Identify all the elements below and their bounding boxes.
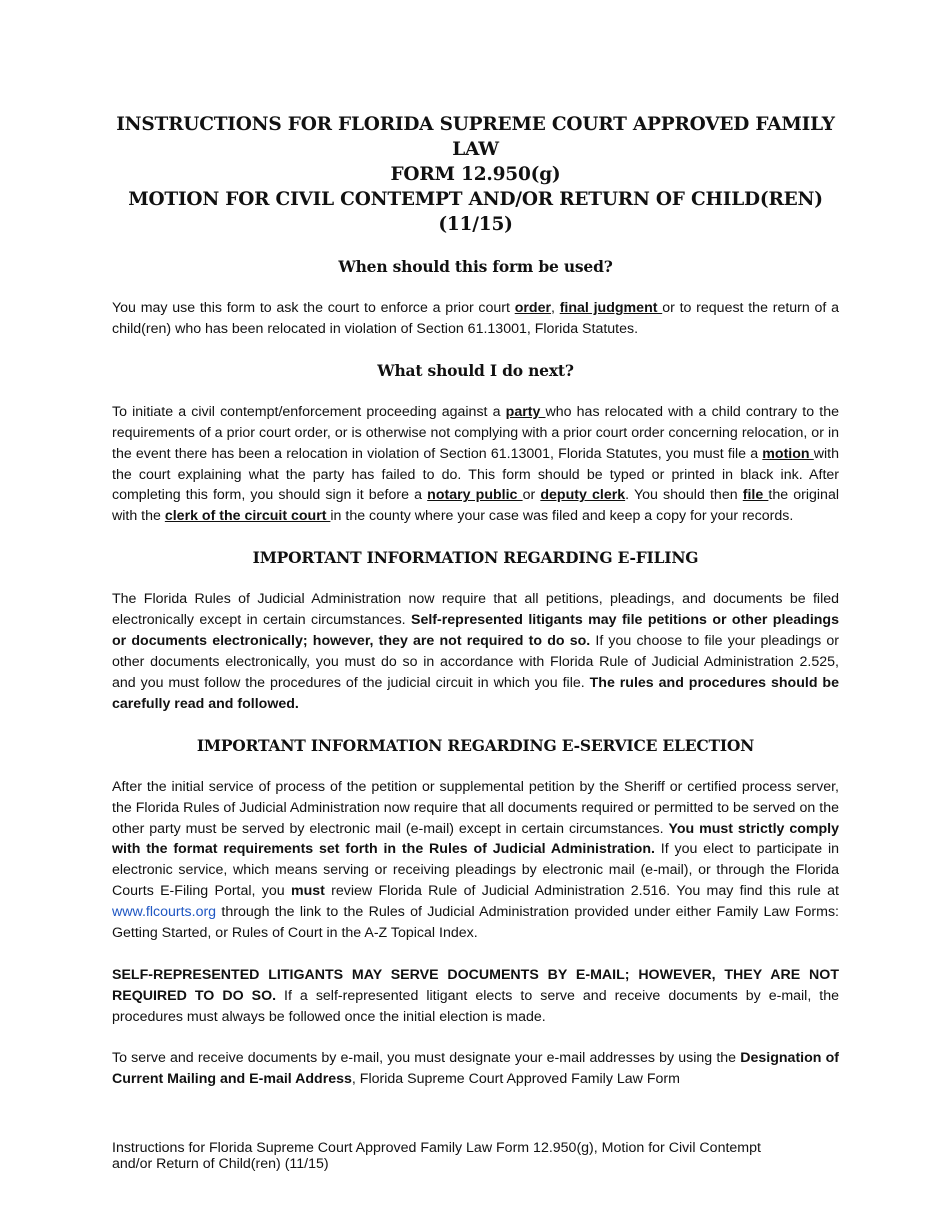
footer-line-1: Instructions for Florida Supreme Court Approved Family Law Form 12.950(g), Motion for Civil Contempt (112, 1140, 761, 1156)
section-heading-eservice: IMPORTANT INFORMATION REGARDING E-SERVICE ELECTION (196, 735, 755, 755)
text-run: with the court explaining what the party has failed to do. This form should be typed or printed in black ink. After completing this form, you should sign it before a (112, 445, 839, 504)
title-line-3: MOTION FOR CIVIL CONTEMPT AND/OR RETURN OF CHILD(REN) (128, 189, 823, 210)
paragraph-efiling (112, 589, 839, 714)
text-run: who has relocated with a child contrary to the requirements of a prior court order, or is otherwise not complying with a prior court order concerning relocation, or in the event there has been a relocation in violation of Section 61.13001, Florida Statutes, you must file a (112, 403, 839, 462)
text-run: or to request the return of a child(ren) who has been relocated in violation of Section 61.13001, Florida Statutes. (112, 300, 839, 337)
bold-run: SELF-REPRESENTED LITIGANTS MAY SERVE DOCUMENTS BY E-MAIL; HOWEVER, THEY ARE NOT REQUIRED TO DO SO. (112, 966, 839, 1004)
term-party: party (505, 403, 546, 420)
form-name: Designation of Current Mailing and E-mail Address (112, 1050, 840, 1088)
text-run: through the link to the Rules of Judicial Administration provided under either Family Law Forms: Getting Started, or Rules of Court in the A-Z Topical Index. (112, 904, 839, 942)
text-run: The Florida Rules of Judicial Administration now require that all petitions, pleadings, and documents be filed electronically except in certain circumstances. (112, 591, 839, 629)
paragraph-when (112, 298, 839, 340)
term-notary-public: notary public (427, 487, 523, 504)
title-line-2: FORM 12.950(g) (390, 164, 561, 185)
term-deputy-clerk: deputy clerk (540, 487, 626, 504)
section-heading-efiling: IMPORTANT INFORMATION REGARDING E-FILING (252, 548, 699, 568)
text-run: You may use this form to ask the court to enforce a prior court (112, 300, 515, 316)
text-run: To initiate a civil contempt/enforcement proceeding against a (112, 403, 506, 420)
text-run: review Florida Rule of Judicial Administration 2.516. You may find this rule at (324, 883, 839, 900)
paragraph-eservice-3 (112, 1048, 839, 1090)
bold-run: You must strictly comply with the format requirements set forth in the Rules of Judicial Administration. (112, 820, 839, 858)
term-final-judgment: final judgment (559, 300, 663, 316)
page-footer (112, 1141, 839, 1172)
page-content (112, 112, 839, 1090)
text-run: To serve and receive documents by e-mail, you must designate your e-mail addresses by using the (112, 1050, 741, 1067)
term-motion: motion (762, 445, 814, 462)
text-run: in the county where your case was filed and keep a copy for your records. (330, 508, 794, 525)
section-heading-when: When should this form be used? (338, 257, 613, 276)
bold-run: Self-represented litigants may file petitions or other pleadings or documents electronically; however, they are not required to do so. (112, 612, 839, 650)
paragraph-next (112, 402, 839, 527)
text-run: If you elect to participate in electronic service, which means serving or receiving pleadings by electronic mail (e-mail), or through the Florida Courts E-Filing Portal, you (112, 841, 839, 900)
text-run: If you choose to file your pleadings or other documents electronically, you must do so in accordance with Florida Rule of Judicial Administration 2.525, and you must follow the procedures of the judicial circuit in which you file. (112, 633, 839, 691)
title-line-1: INSTRUCTIONS FOR FLORIDA SUPREME COURT APPROVED FAMILY LAW (116, 114, 835, 160)
text-run: . You should then (625, 487, 743, 504)
section-heading-next: What should I do next? (377, 360, 574, 380)
bold-run: The rules and procedures should be carefully read and followed. (112, 674, 839, 712)
text-run: or (522, 487, 541, 504)
text-run: the original with the (112, 487, 839, 525)
text-run: , (551, 300, 560, 316)
footer-line-2: and/or Return of Child(ren) (11/15) (112, 1155, 329, 1172)
document-title (112, 112, 839, 237)
paragraph-eservice-1 (112, 777, 839, 944)
term-clerk-circuit-court: clerk of the circuit court (164, 508, 331, 525)
text-run: , Florida Supreme Court Approved Family Law Form (351, 1071, 680, 1088)
text-run: After the initial service of process of the petition or supplemental petition by the Sheriff or certified process server, the Florida Rules of Judicial Administration now require that all documents required or permitted to be served on the other party must be served by electronic mail (e-mail) except in certain circumstances. (112, 778, 839, 837)
term-order: order (514, 300, 551, 316)
title-line-4: (11/15) (438, 214, 513, 235)
term-file: file (742, 487, 769, 504)
text-run: If a self-represented litigant elects to serve and receive documents by e-mail, the procedures must always be followed once the initial election is made. (112, 987, 839, 1025)
bold-run: must (290, 883, 325, 900)
flcourts-link[interactable]: www.flcourts.org (112, 904, 217, 921)
paragraph-eservice-2 (112, 965, 839, 1028)
